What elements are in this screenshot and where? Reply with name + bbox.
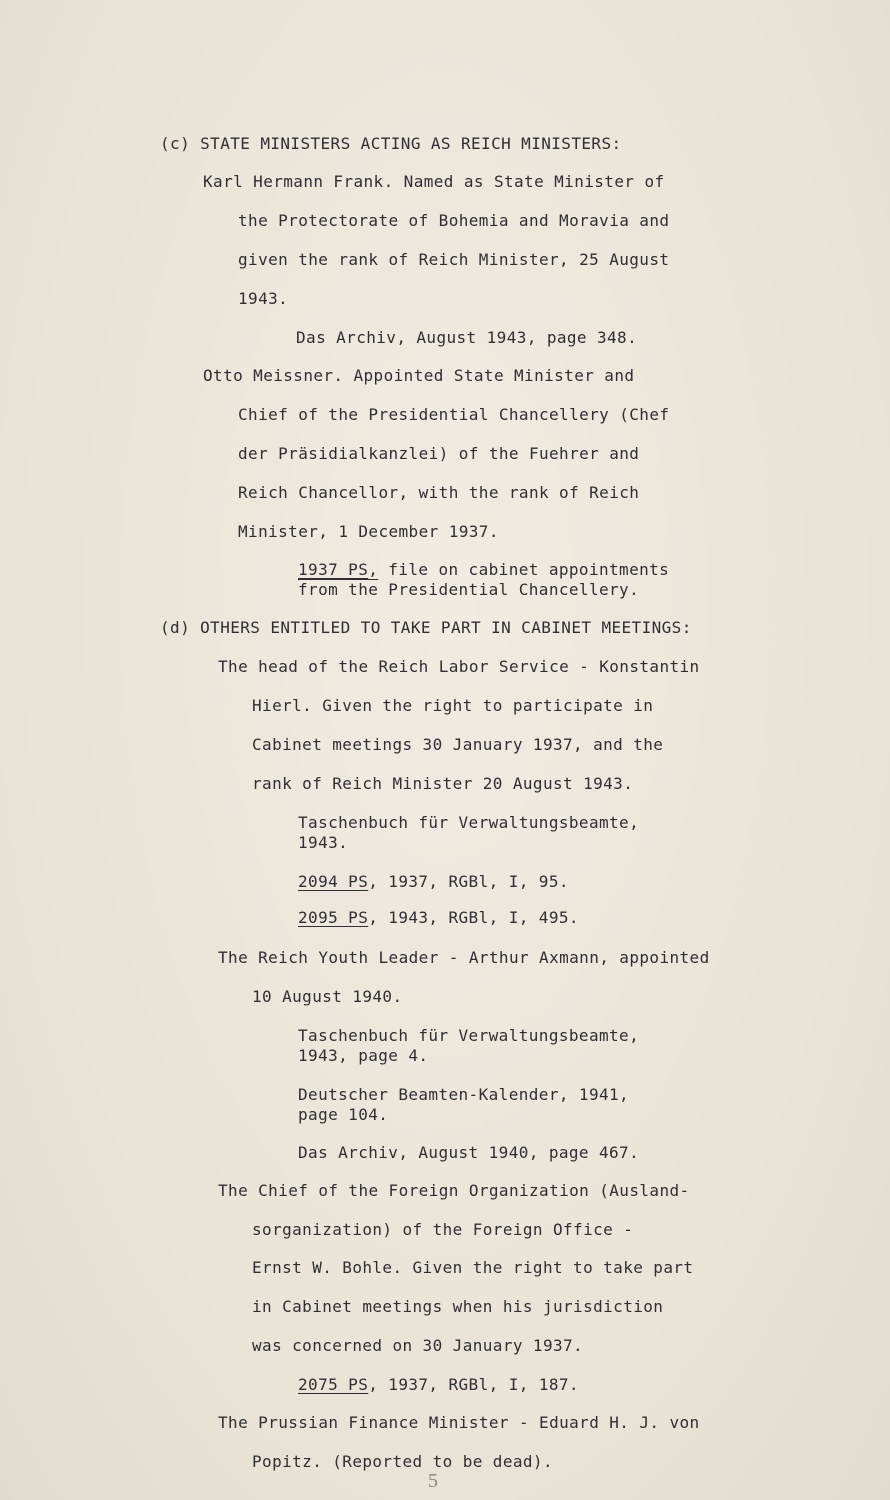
hierl-src3-ref: 2095 PS xyxy=(298,908,369,927)
hierl-line-2: Hierl. Given the right to participate in xyxy=(252,696,654,715)
frank-line-3: given the rank of Reich Minister, 25 August xyxy=(238,250,670,269)
meissner-line-4: Reich Chancellor, with the rank of Reich xyxy=(238,483,640,502)
meissner-source-line-2 xyxy=(298,580,639,600)
frank-source: Das Archiv, August 1943, page 348. xyxy=(296,328,638,347)
meissner-source-ref: 1937 PS xyxy=(298,560,369,579)
bohle-line-2: sorganization) of the Foreign Office - xyxy=(252,1220,634,1239)
hierl-src3 xyxy=(298,908,579,928)
frank-line-2: the Protectorate of Bohemia and Moravia and xyxy=(238,211,670,230)
axmann-src3: Das Archiv, August 1940, page 467. xyxy=(298,1143,640,1162)
section-c-heading: (c) STATE MINISTERS ACTING AS REICH MINISTERS: xyxy=(160,134,622,153)
hierl-src3-rest: , 1943, RGBl, I, 495. xyxy=(368,908,579,927)
meissner-source-from: from the xyxy=(298,580,379,599)
meissner-source-rest: , file on cabinet appointments xyxy=(368,560,670,579)
popitz-line-2: Popitz. (Reported to be dead). xyxy=(252,1452,553,1471)
hierl-src2 xyxy=(298,872,569,892)
axmann-src1-line-1: Taschenbuch für Verwaltungsbeamte, xyxy=(298,1026,640,1045)
hierl-line-3: Cabinet meetings 30 January 1937, and the xyxy=(252,735,664,754)
frank-line-1: Karl Hermann Frank. Named as State Minister of xyxy=(203,172,665,191)
bohle-line-3: Ernst W. Bohle. Given the right to take part xyxy=(252,1258,694,1277)
popitz-line-1: The Prussian Finance Minister - Eduard H. J. von xyxy=(218,1413,700,1432)
hierl-src2-ref: 2094 PS xyxy=(298,872,369,891)
axmann-line-2: 10 August 1940. xyxy=(252,987,403,1006)
meissner-line-5: Minister, 1 December 1937. xyxy=(238,522,499,541)
meissner-line-1: Otto Meissner. Appointed State Minister and xyxy=(203,366,635,385)
hierl-line-1: The head of the Reich Labor Service - Konstantin xyxy=(218,657,700,676)
axmann-line-1: The Reich Youth Leader - Arthur Axmann, appointed xyxy=(218,948,710,967)
hierl-src2-rest: , 1937, RGBl, I, 95. xyxy=(368,872,569,891)
page-number: 5 xyxy=(428,1470,438,1492)
section-d-heading: (d) OTHERS ENTITLED TO TAKE PART IN CABINET MEETINGS: xyxy=(160,618,692,637)
meissner-source-line-1 xyxy=(298,560,669,580)
bohle-line-4: in Cabinet meetings when his jurisdiction xyxy=(252,1297,664,1316)
axmann-src2-line-2: page 104. xyxy=(298,1105,389,1124)
bohle-line-5: was concerned on 30 January 1937. xyxy=(252,1336,584,1355)
axmann-src1-line-2: 1943, page 4. xyxy=(298,1046,429,1065)
bohle-src-ref: 2075 PS xyxy=(298,1375,369,1394)
hierl-src1-line-2: 1943. xyxy=(298,833,349,852)
bohle-src xyxy=(298,1375,579,1395)
bohle-src-rest: , 1937, RGBl, I, 187. xyxy=(368,1375,579,1394)
meissner-line-3: der Präsidialkanzlei) of the Fuehrer and xyxy=(238,444,640,463)
axmann-src2-line-1: Deutscher Beamten-Kalender, 1941, xyxy=(298,1085,630,1104)
hierl-line-4: rank of Reich Minister 20 August 1943. xyxy=(252,774,634,793)
meissner-source-line2-rest: Presidential Chancellery. xyxy=(378,580,640,599)
hierl-src1-line-1: Taschenbuch für Verwaltungsbeamte, xyxy=(298,813,640,832)
frank-line-4: 1943. xyxy=(238,289,289,308)
bohle-line-1: The Chief of the Foreign Organization (Ausland- xyxy=(218,1181,690,1200)
meissner-line-2: Chief of the Presidential Chancellery (Chef xyxy=(238,405,670,424)
